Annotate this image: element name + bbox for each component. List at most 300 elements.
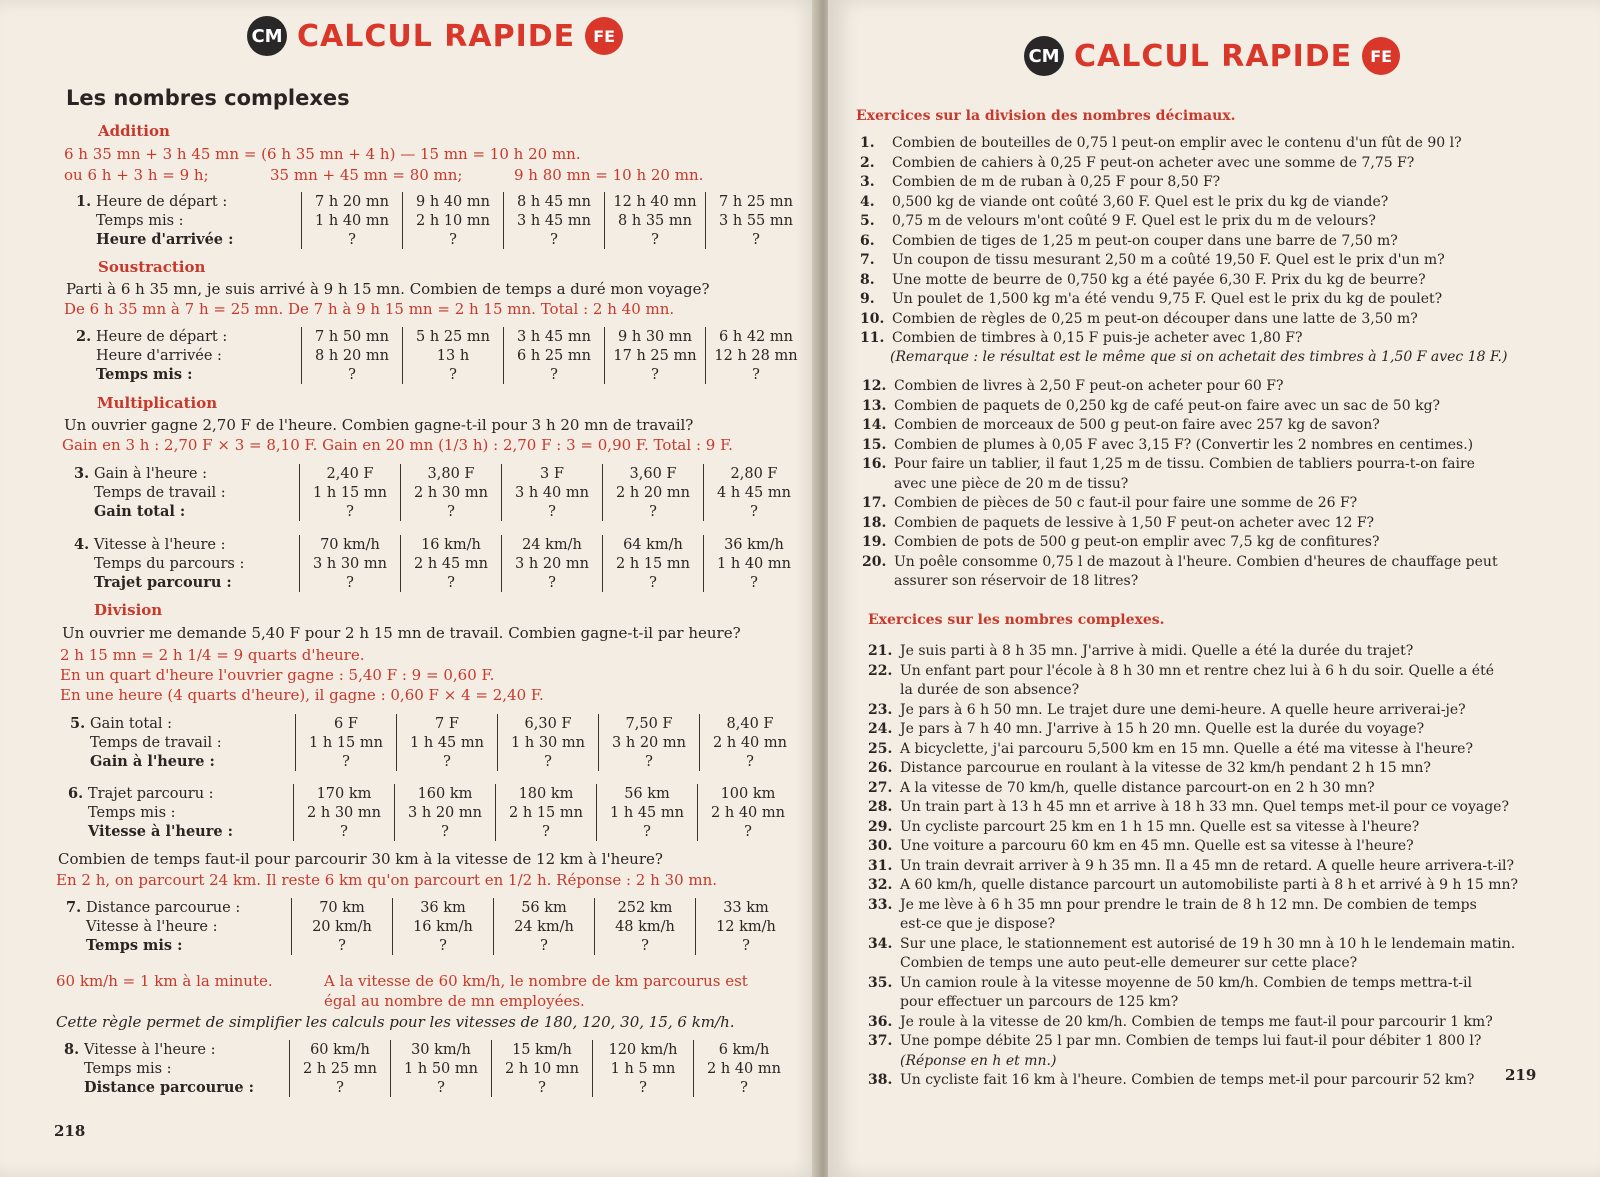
table-cell: ? (401, 573, 502, 592)
row-label: Temps de travail : (94, 484, 226, 501)
question-number: 33. (868, 896, 893, 913)
table-cell: ? (302, 230, 403, 249)
table-cell: ? (296, 752, 397, 771)
exercise-number (74, 502, 94, 521)
table-cell: 1 h 45 mn (597, 803, 698, 822)
question-text: Je me lève à 6 h 35 mn pour prendre le train de 8 h 12 mn. De combien de temps (900, 896, 1477, 913)
list-item (868, 740, 1518, 760)
question-text: Combien de bouteilles de 0,75 l peut-on emplir avec le contenu d'un fût de 90 l? (892, 135, 1462, 151)
table-row (68, 784, 798, 803)
list-item (868, 896, 1518, 916)
exercise-number (68, 822, 88, 841)
list-item (868, 759, 1518, 779)
list-item (868, 1013, 1518, 1033)
question-number: 8. (860, 271, 875, 288)
table-row (74, 502, 804, 521)
question-text: Une motte de beurre de 0,750 kg a été payée 6,30 F. Prix du kg de beurre? (892, 271, 1426, 288)
table-cell: 64 km/h (603, 535, 704, 554)
table-cell: ? (302, 365, 403, 384)
question-text: Combien de plumes à 0,05 F avec 3,15 F? (Convertir les 2 nombres en centimes.) (894, 436, 1474, 453)
remark-text: (Remarque : le résultat est le même que si on achetait des timbres à 1,50 F avec 18 F.) (890, 349, 1508, 365)
table-cell: ? (300, 502, 401, 521)
row-label: Distance parcourue : (86, 899, 241, 916)
table-cell: ? (492, 1078, 593, 1097)
question-text: Distance parcourue en roulant à la vitesse de 32 km/h pendant 2 h 15 mn? (900, 760, 1431, 776)
fe-badge: FE (585, 17, 623, 55)
row-label: Heure d'arrivée : (96, 347, 222, 364)
table-cell: 7,50 F (599, 714, 700, 733)
row-label: Heure de départ : (96, 193, 228, 210)
table-cell: ? (391, 1078, 492, 1097)
list-item (862, 514, 1498, 534)
list-item (868, 935, 1518, 955)
table-cell: ? (502, 502, 603, 521)
row-label: Temps de travail : (90, 734, 222, 751)
table-row (74, 573, 804, 592)
question-text: Un enfant part pour l'école à 8 h 30 mn et rentre chez lui à 6 h du soir. Quelle a été (900, 662, 1494, 679)
table-cell: 3 h 30 mn (300, 554, 401, 573)
page-number-right: 219 (1505, 1066, 1537, 1084)
question-number: 15. (862, 436, 887, 453)
question-number: 11. (860, 330, 885, 346)
row-label: Heure de départ : (96, 328, 228, 345)
soustraction-solution: De 6 h 35 mn à 7 h = 25 mn. De 7 h à 9 h 15 mn = 2 h 15 mn. Total : 2 h 40 mn. (64, 300, 675, 318)
exercise-number (76, 365, 96, 384)
question-number: 30. (868, 838, 893, 854)
question-number: 7. (860, 252, 875, 268)
table-cell: 170 km (294, 784, 395, 803)
table-cell: 2 h 40 mn (698, 803, 799, 822)
table-cell: 2 h 15 mn (496, 803, 597, 822)
exercise-number (76, 346, 96, 365)
table-cell: 252 km (595, 898, 696, 917)
question-text: Je pars à 7 h 40 mn. J'arrive à 15 h 20 mn. Quelle est la durée du voyage? (900, 721, 1425, 737)
table-row (76, 192, 806, 211)
table-row (76, 327, 806, 346)
row-label: Temps mis : (88, 804, 176, 821)
table-cell: 2,80 F (704, 464, 805, 483)
table-cell: 7 h 25 mn (706, 192, 807, 211)
list-item (862, 553, 1498, 573)
table-cell: ? (401, 502, 502, 521)
question-number: 4. (860, 193, 875, 210)
table-cell: ? (605, 365, 706, 384)
row-label: Vitesse à l'heure : (94, 536, 226, 553)
list-item (862, 377, 1498, 397)
table-cell: 2 h 10 mn (492, 1059, 593, 1078)
table-cell: ? (595, 936, 696, 955)
table-cell: 3 h 45 mn (504, 327, 605, 346)
question-continuation: est-ce que je dispose? (900, 916, 1056, 932)
list-item (868, 818, 1518, 838)
list-item (862, 416, 1498, 436)
temps-solution: En 2 h, on parcourt 24 km. Il reste 6 km qu'on parcourt en 1/2 h. Réponse : 2 h 30 mn. (56, 871, 718, 889)
list-item (862, 397, 1498, 417)
question-number: 5. (860, 213, 875, 229)
table-cell: ? (696, 936, 797, 955)
table-cell: 56 km (494, 898, 595, 917)
addition-example-1: 6 h 35 mn + 3 h 45 mn = (6 h 35 mn + 4 h) — 15 mn = 10 h 20 mn. (64, 145, 581, 163)
question-text: Combien de livres à 2,50 F peut-on acheter pour 60 F? (894, 378, 1284, 394)
list-item (868, 701, 1518, 721)
left-header (247, 16, 623, 56)
question-number: 14. (862, 417, 887, 433)
list-item (868, 662, 1518, 682)
question-text: Sur une place, le stationnement est autorisé de 19 h 30 mn à 10 h le lendemain matin. (900, 935, 1516, 952)
question-number: 38. (868, 1072, 893, 1088)
table-row (68, 822, 798, 841)
question-continuation: la durée de son absence? (900, 682, 1080, 698)
exercise-table (70, 714, 800, 771)
table-cell: ? (294, 822, 395, 841)
exercise-number (66, 917, 86, 936)
table-cell: 160 km (395, 784, 496, 803)
exercise-number: 8. (64, 1041, 80, 1058)
list-item (862, 436, 1498, 456)
rule-explanation-end: égal au nombre de mn employées. (324, 992, 585, 1010)
question-text: Je pars à 6 h 50 mn. Le trajet dure une demi-heure. A quelle heure arriverai-je? (900, 701, 1466, 718)
question-text: 0,500 kg de viande ont coûté 3,60 F. Quel est le prix du kg de viande? (892, 193, 1389, 210)
question-text: Combien de pièces de 50 c faut-il pour faire une somme de 26 F? (894, 495, 1358, 511)
exercise-table (64, 1040, 794, 1097)
question-continuation: pour effectuer un parcours de 125 km? (900, 994, 1179, 1010)
table-cell: 8 h 20 mn (302, 346, 403, 365)
question-list (862, 377, 1498, 592)
table-cell: 2 h 15 mn (603, 554, 704, 573)
question-number: 29. (868, 818, 893, 835)
question-number: 24. (868, 721, 893, 737)
table-cell: 3,60 F (603, 464, 704, 483)
list-item (860, 212, 1462, 232)
section-title: Les nombres complexes (66, 86, 350, 110)
table-cell: 3 h 20 mn (502, 554, 603, 573)
addition-heading: Addition (98, 122, 170, 140)
list-item (868, 876, 1518, 896)
question-text: Combien de m de ruban à 0,25 F pour 8,50 F? (892, 174, 1221, 190)
question-number: 25. (868, 740, 893, 757)
exercise-number: 4. (74, 536, 90, 553)
question-text: Un train part à 13 h 45 mn et arrive à 18 h 33 mn. Quel temps met-il pour ce voyage? (900, 799, 1509, 815)
row-label: Vitesse à l'heure : (88, 823, 233, 840)
row-label: Temps mis : (84, 1060, 172, 1077)
exercise-number (64, 1059, 84, 1078)
table-cell: ? (694, 1078, 795, 1097)
table-cell: 60 km/h (290, 1040, 391, 1059)
table-cell: ? (300, 573, 401, 592)
table-cell: 12 h 28 mn (706, 346, 807, 365)
table-cell: ? (603, 573, 704, 592)
question-number: 10. (860, 310, 885, 327)
exercise-table (74, 464, 804, 521)
exercise-number (64, 1078, 84, 1097)
exercise-number (76, 230, 96, 249)
complex-exercises-heading: Exercices sur les nombres complexes. (868, 612, 1165, 628)
list-item (862, 533, 1498, 553)
question-number: 2. (860, 154, 875, 171)
exercise-number (68, 803, 88, 822)
table-cell: ? (403, 230, 504, 249)
row-label: Vitesse à l'heure : (86, 918, 218, 935)
table-cell: ? (599, 752, 700, 771)
table-row (74, 554, 804, 573)
question-continuation: avec une pièce de 20 m de tissu? (894, 475, 1129, 492)
question-number: 34. (868, 935, 893, 952)
multiplication-problem: Un ouvrier gagne 2,70 F de l'heure. Combien gagne-t-il pour 3 h 20 mn de travail? (64, 416, 694, 434)
list-item (868, 837, 1518, 857)
table-cell: 33 km (696, 898, 797, 917)
header-title: CALCUL RAPIDE (297, 18, 576, 54)
row-label: Temps mis : (96, 212, 184, 229)
list-item (868, 974, 1518, 994)
exercise-number: 5. (70, 715, 86, 732)
question-list (860, 134, 1462, 349)
question-number: 21. (868, 643, 893, 659)
multiplication-heading: Multiplication (97, 394, 218, 412)
table-cell: ? (292, 936, 393, 955)
list-item (860, 173, 1462, 193)
table-cell: ? (494, 936, 595, 955)
list-item (860, 310, 1462, 330)
row-label: Gain à l'heure : (94, 465, 207, 482)
table-cell: ? (597, 822, 698, 841)
list-item (862, 455, 1498, 475)
table-cell: 1 h 40 mn (302, 211, 403, 230)
question-number: 28. (868, 799, 893, 815)
exercise-number: 7. (66, 899, 82, 916)
row-label: Distance parcourue : (84, 1079, 255, 1096)
question-text: Je suis parti à 8 h 35 mn. J'arrive à midi. Quelle a été la durée du trajet? (900, 643, 1414, 659)
table-cell: 1 h 15 mn (300, 483, 401, 502)
question-note: (Réponse en h et mn.) (900, 1052, 1057, 1069)
question-text: A 60 km/h, quelle distance parcourt un automobiliste parti à 8 h et arrivé à 9 h 15 mn? (900, 877, 1519, 893)
table-cell: 9 h 40 mn (403, 192, 504, 211)
table-cell: ? (700, 752, 801, 771)
table-cell: 1 h 50 mn (391, 1059, 492, 1078)
question-number: 19. (862, 534, 887, 550)
question-text: Je roule à la vitesse de 20 km/h. Combien de temps me faut-il pour parcourir 1 km? (900, 1013, 1493, 1030)
table-cell: 2 h 25 mn (290, 1059, 391, 1078)
table-row (66, 917, 796, 936)
table-row (74, 483, 804, 502)
table-cell: 56 km (597, 784, 698, 803)
table-cell: 17 h 25 mn (605, 346, 706, 365)
table-cell: 12 h 40 mn (605, 192, 706, 211)
question-number: 18. (862, 514, 887, 531)
table-cell: 8 h 45 mn (504, 192, 605, 211)
table-cell: 7 h 50 mn (302, 327, 403, 346)
row-label: Vitesse à l'heure : (84, 1041, 216, 1058)
table-cell: 1 h 15 mn (296, 733, 397, 752)
table-cell: ? (290, 1078, 391, 1097)
table-cell: 6 F (296, 714, 397, 733)
table-cell: 9 h 30 mn (605, 327, 706, 346)
division-solution-1: 2 h 15 mn = 2 h 1/4 = 9 quarts d'heure. (60, 646, 365, 664)
table-cell: ? (496, 822, 597, 841)
fe-badge: FE (1362, 37, 1400, 75)
list-item (868, 779, 1518, 799)
addition-example-2c: 9 h 80 mn = 10 h 20 mn. (514, 166, 704, 184)
division-problem: Un ouvrier me demande 5,40 F pour 2 h 15 mn de travail. Combien gagne-t-il par heure? (62, 624, 741, 642)
table-cell: 6 km/h (694, 1040, 795, 1059)
table-cell: 2 h 30 mn (401, 483, 502, 502)
table-cell: ? (706, 230, 807, 249)
exercise-number (66, 936, 86, 955)
header-title: CALCUL RAPIDE (1074, 38, 1353, 74)
table-cell: 5 h 25 mn (403, 327, 504, 346)
table-cell: 8,40 F (700, 714, 801, 733)
table-cell: 6 h 42 mn (706, 327, 807, 346)
list-item (862, 494, 1498, 514)
table-cell: 3 h 45 mn (504, 211, 605, 230)
table-cell: ? (397, 752, 498, 771)
question-text: Une voiture a parcouru 60 km en 45 mn. Quelle est sa vitesse à l'heure? (900, 838, 1414, 854)
table-cell: 6,30 F (498, 714, 599, 733)
list-item (860, 154, 1462, 174)
table-cell: 1 h 45 mn (397, 733, 498, 752)
table-cell: 15 km/h (492, 1040, 593, 1059)
table-cell: 36 km/h (704, 535, 805, 554)
table-cell: 180 km (496, 784, 597, 803)
exercise-table (76, 192, 806, 249)
row-label: Trajet parcouru : (88, 785, 214, 802)
division-exercises-heading: Exercices sur la division des nombres décimaux. (856, 108, 1236, 124)
cm-badge: CM (247, 16, 287, 56)
table-cell: 1 h 5 mn (593, 1059, 694, 1078)
question-number: 36. (868, 1013, 893, 1030)
question-number: 20. (862, 553, 887, 570)
table-row (66, 936, 796, 955)
table-cell: 3 h 20 mn (599, 733, 700, 752)
row-label: Temps du parcours : (94, 555, 245, 572)
table-cell: 3 h 55 mn (706, 211, 807, 230)
table-cell: 3 F (502, 464, 603, 483)
table-cell: 7 h 20 mn (302, 192, 403, 211)
list-item (868, 642, 1518, 662)
table-cell: 2 h 40 mn (700, 733, 801, 752)
list-item (868, 798, 1518, 818)
table-cell: ? (603, 502, 704, 521)
exercise-number (70, 752, 90, 771)
table-row (76, 365, 806, 384)
table-row (76, 346, 806, 365)
list-item (868, 1071, 1518, 1091)
table-cell: 100 km (698, 784, 799, 803)
table-cell: 12 km/h (696, 917, 797, 936)
question-text: Combien de timbres à 0,15 F puis-je acheter avec 1,80 F? (892, 330, 1303, 346)
table-cell: 2,40 F (300, 464, 401, 483)
table-cell: 120 km/h (593, 1040, 694, 1059)
table-cell: ? (593, 1078, 694, 1097)
table-row (76, 211, 806, 230)
question-text: Combien de morceaux de 500 g peut-on faire avec 257 kg de savon? (894, 417, 1380, 433)
table-cell: 16 km/h (401, 535, 502, 554)
question-number: 22. (868, 662, 893, 679)
question-number: 17. (862, 495, 887, 511)
row-label: Trajet parcouru : (94, 574, 232, 591)
table-cell: ? (704, 573, 805, 592)
exercise-table (68, 784, 798, 841)
exercise-table (74, 535, 804, 592)
table-cell: ? (698, 822, 799, 841)
table-cell: 7 F (397, 714, 498, 733)
table-row (64, 1040, 794, 1059)
table-row (66, 898, 796, 917)
row-label: Temps mis : (86, 937, 183, 954)
table-cell: ? (403, 365, 504, 384)
question-number: 37. (868, 1033, 893, 1049)
exercise-number (76, 211, 96, 230)
table-cell: 8 h 35 mn (605, 211, 706, 230)
multiplication-solution: Gain en 3 h : 2,70 F × 3 = 8,10 F. Gain en 20 mn (1/3 h) : 2,70 F : 3 = 0,90 F. Total : 9 F. (62, 436, 733, 454)
table-cell: 2 h 45 mn (401, 554, 502, 573)
question-text: Un poêle consomme 0,75 l de mazout à l'heure. Combien d'heures de chauffage peut (894, 553, 1498, 570)
exercise-table (66, 898, 796, 955)
soustraction-problem: Parti à 6 h 35 mn, je suis arrivé à 9 h 15 mn. Combien de temps a duré mon voyage? (66, 280, 710, 298)
question-text: Un coupon de tissu mesurant 2,50 m a coûté 19,50 F. Quel est le prix d'un m? (892, 252, 1445, 268)
table-cell: 2 h 20 mn (603, 483, 704, 502)
question-number: 16. (862, 456, 887, 472)
table-cell: 4 h 45 mn (704, 483, 805, 502)
table-cell: ? (498, 752, 599, 771)
question-text: Un cycliste fait 16 km à l'heure. Combien de temps met-il pour parcourir 52 km? (900, 1072, 1475, 1088)
question-number: 32. (868, 877, 893, 893)
table-row (70, 714, 800, 733)
table-row (74, 464, 804, 483)
table-cell: ? (502, 573, 603, 592)
table-row (70, 752, 800, 771)
question-number: 9. (860, 291, 875, 307)
table-cell: ? (605, 230, 706, 249)
table-cell: 3,80 F (401, 464, 502, 483)
row-label: Heure d'arrivée : (96, 231, 234, 248)
temps-problem: Combien de temps faut-il pour parcourir 30 km à la vitesse de 12 km à l'heure? (58, 850, 663, 868)
right-header (1024, 36, 1400, 76)
table-cell: 13 h (403, 346, 504, 365)
exercise-number (74, 483, 94, 502)
list-item (860, 134, 1462, 154)
question-number: 12. (862, 378, 887, 394)
question-number: 3. (860, 174, 875, 190)
table-cell: 24 km/h (502, 535, 603, 554)
exercise-number: 6. (68, 785, 84, 802)
exercise-number: 3. (74, 465, 90, 482)
table-cell: 1 h 40 mn (704, 554, 805, 573)
addition-example-2a: ou 6 h + 3 h = 9 h; (64, 166, 209, 184)
question-number: 1. (860, 135, 875, 151)
page-number-left: 218 (54, 1122, 86, 1140)
question-number: 6. (860, 232, 875, 249)
table-cell: 3 h 40 mn (502, 483, 603, 502)
table-cell: 2 h 40 mn (694, 1059, 795, 1078)
exercise-number: 1. (76, 193, 92, 210)
rule-explanation: A la vitesse de 60 km/h, le nombre de km parcourus est (324, 972, 748, 990)
division-heading: Division (94, 601, 163, 619)
exercise-number (74, 573, 94, 592)
list-item (860, 271, 1462, 291)
question-list (868, 642, 1518, 1091)
exercise-number: 2. (76, 328, 92, 345)
table-cell: 24 km/h (494, 917, 595, 936)
rule-note: Cette règle permet de simplifier les calculs pour les vitesses de 180, 120, 30, 15, 6 km/h. (56, 1013, 735, 1031)
question-text: Un poulet de 1,500 kg m'a été vendu 9,75 F. Quel est le prix du kg de poulet? (892, 291, 1443, 307)
question-text: Pour faire un tablier, il faut 1,25 m de tissu. Combien de tabliers pourra-t-on faire (894, 456, 1475, 472)
question-text: Un camion roule à la vitesse moyenne de 50 km/h. Combien de temps mettra-t-il (900, 974, 1472, 991)
table-cell: 70 km/h (300, 535, 401, 554)
question-text: Combien de pots de 500 g peut-on emplir avec 7,5 kg de confitures? (894, 534, 1380, 550)
table-cell: 2 h 30 mn (294, 803, 395, 822)
table-row (74, 535, 804, 554)
row-label: Temps mis : (96, 366, 193, 383)
